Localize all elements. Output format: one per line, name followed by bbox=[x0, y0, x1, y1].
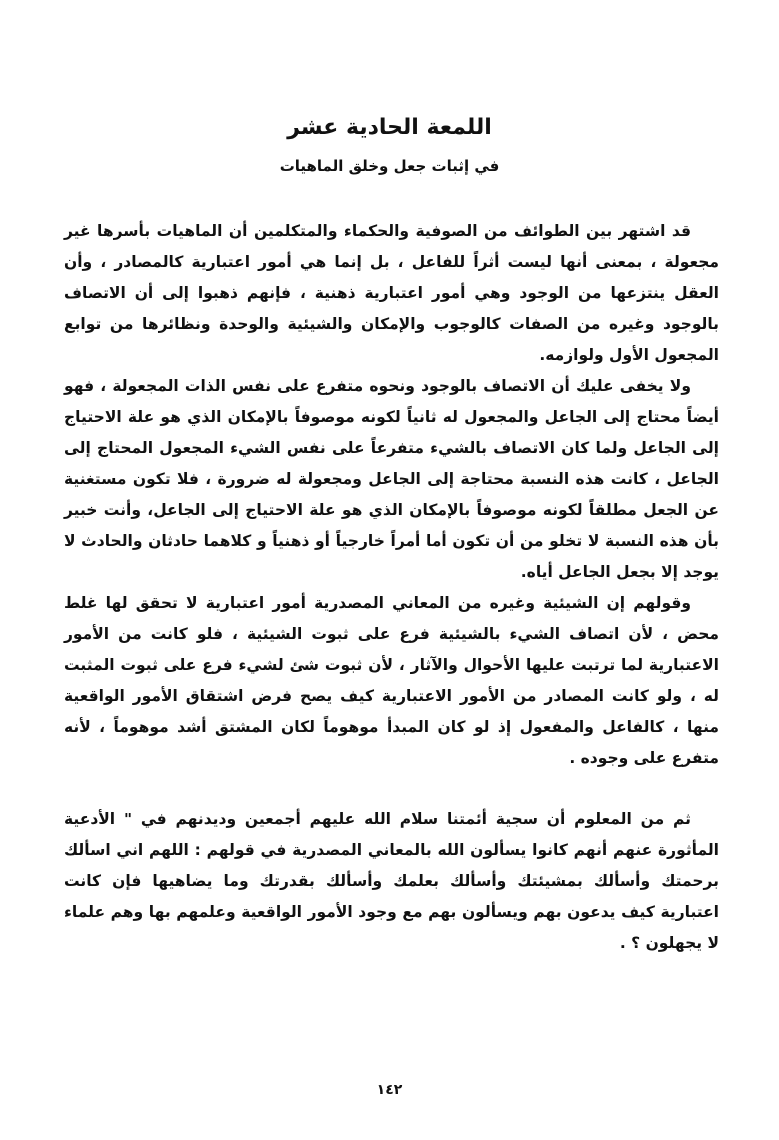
page-number: ١٤٢ bbox=[376, 1082, 403, 1098]
chapter-subtitle: في إثبات جعل وخلق الماهيات bbox=[279, 157, 500, 175]
paragraph-1: قد اشتهر بين الطوائف من الصوفية والحكماء والمتكلمين أن الماهيات بأسرها غير مجعولة ، بمعنى أنها ليست أثراً للفاعل ، بل إنما هي أمور اعتبارية كالمصادر ، وأن العقل ينتزعها من الوجود وهي أمور اعتبارية ذهنية ، فإنهم ذهبوا إلى أن الاتصاف بالوجود وغيره من الصفات كالوجوب والإمكان والشيئية والوحدة ونظائرها من توابع المجعول الأول ولوازمه. bbox=[64, 222, 719, 364]
paragraph-2: ولا يخفى عليك أن الاتصاف بالوجود ونحوه متفرع على نفس الذات المجعولة ، فهو أيضاً محتاج إلى الجاعل والمجعول له ثانياً لكونه موصوفاً بالإمكان الذي هو علة الاحتياج إلى الجاعل ولما كان الاتصاف بالشيء متفرعاً على نفس الشيء المجعول المحتاج إلى الجاعل ، كانت هذه النسبة محتاجة إلى الجاعل ومجعولة له ضرورة ، فلا تكون مستغنية عن الجعل مطلقاً لكونه موصوفاً بالإمكان الذي هو علة الاحتياج إلى الجاعل، وأنت خبير بأن هذه النسبة لا تخلو من أن تكون أما أمراً خارجياً أو ذهنياً و كلاهما حادثان والحادث لا يوجد إلا بجعل الجاعل أياه. bbox=[64, 377, 719, 581]
chapter-title: اللمعة الحادية عشر bbox=[287, 115, 492, 140]
paragraph-spacer bbox=[64, 774, 719, 804]
paragraph-3: وقولهم إن الشيئية وغيره من المعاني المصدرية أمور اعتبارية لا تحقق لها غلط محض ، لأن اتصاف الشيء بالشيئية فرع على ثبوت الشيئية ، فلو كانت من الأمور الاعتبارية لما ترتبت عليها الأحوال والآثار ، لأن ثبوت شئ لشيء فرع على ثبوت المثبت له ، ولو كانت المصادر من الأمور الاعتبارية كيف يصح فرض اشتقاق الأمور الواقعية منها ، كالفاعل والمفعول إذ لو كان المبدأ موهوماً لكان المشتق أشد موهوماً ، لأنه متفرع على وجوده . bbox=[64, 594, 719, 767]
paragraph-4: ثم من المعلوم أن سجية أئمتنا سلام الله عليهم أجمعين وديدنهم في " الأدعية المأثورة عنهم أنهم كانوا يسألون الله بالمعاني المصدرية في قولهم : اللهم اني اسألك برحمتك وأسألك بمشيئتك وأسألك بعلمك وأسألك بقدرتك وما يضاهيها فإن كانت اعتبارية كيف يدعون بهم ويسألون بهم مع وجود الأمور الواقعية وعلمهم بها وهم علماء لا يجهلون ؟ . bbox=[64, 810, 719, 952]
body-text bbox=[64, 216, 719, 959]
